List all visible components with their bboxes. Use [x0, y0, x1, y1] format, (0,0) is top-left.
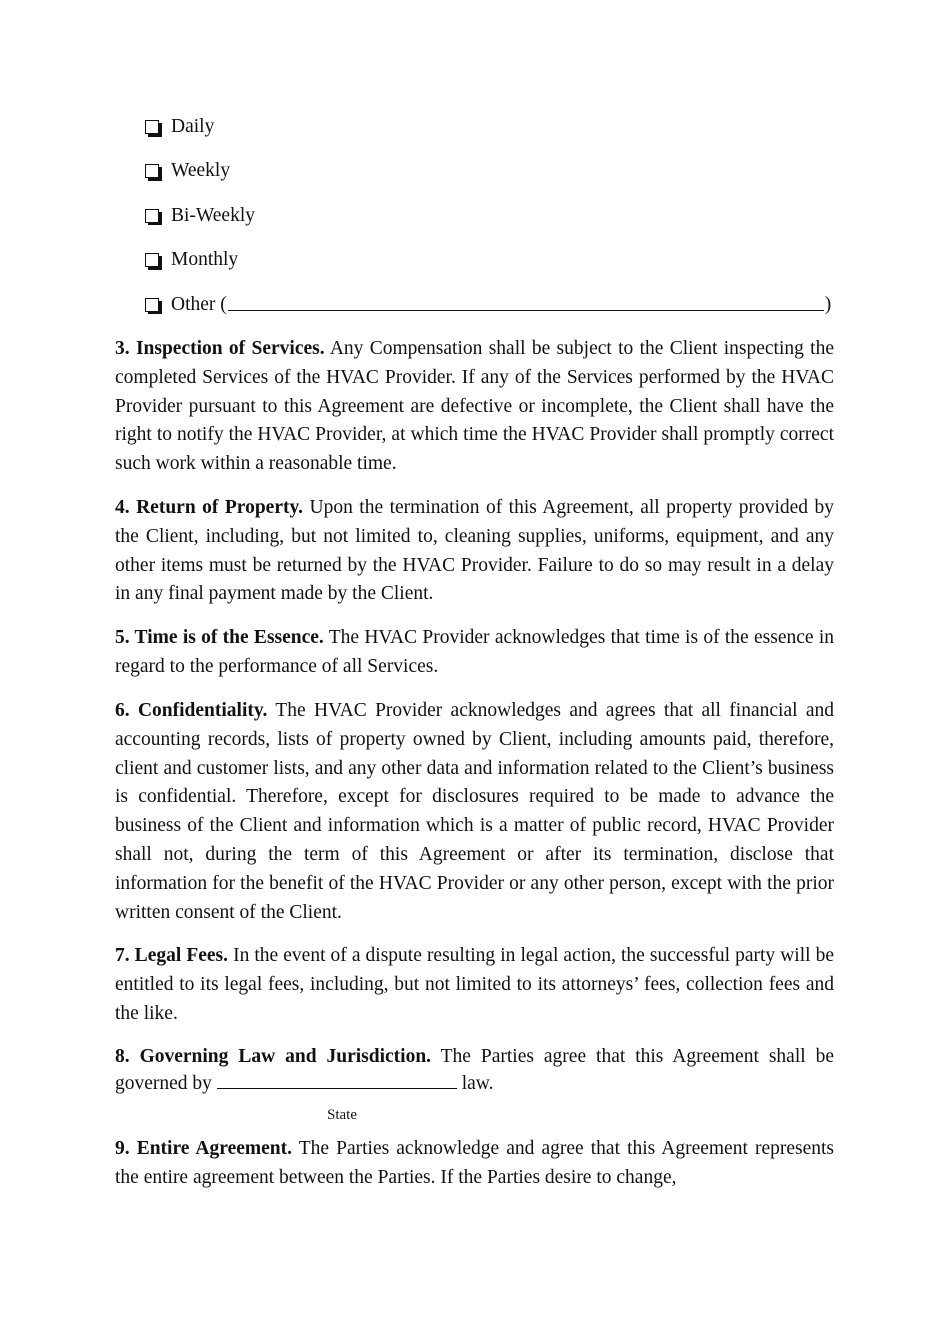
state-fill-in-line[interactable] — [217, 1070, 457, 1089]
section-text: In the event of a dispute resulting in legal action, the successful party will be entitled to its legal fees, including, but not limited to its attorneys’ fees, collection fees and the like. — [115, 945, 835, 1024]
checkbox-icon[interactable] — [145, 164, 161, 180]
section-heading: 9. Entire Agreement. — [115, 1138, 292, 1159]
section-heading: 7. Legal Fees. — [115, 945, 229, 966]
section-text: Upon the termination of this Agreement, all property provided by the Client, including, but not limited to, cleaning supplies, uniforms, equipment, and any other items must be returned by the HVAC Provider. Failure to do so may result in a delay in any final payment made by the Client. — [115, 497, 835, 605]
section-heading: 6. Confidentiality. — [115, 700, 268, 721]
option-label: Other ( — [171, 293, 227, 315]
section-heading: 5. Time is of the Essence. — [115, 627, 324, 648]
section-text: The HVAC Provider acknowledges that time is of the essence in regard to the performance of all Services. — [115, 627, 834, 677]
option-closing: ) — [824, 293, 832, 315]
section-legal-fees — [115, 942, 834, 1028]
option-label: Bi-Weekly — [171, 204, 255, 226]
option-weekly[interactable] — [145, 156, 831, 200]
section-heading: 3. Inspection of Services. — [115, 338, 325, 359]
section-text: The HVAC Provider acknowledges and agrees that all financial and accounting records, lists of property owned by Client, including amounts paid, therefore, client and customer lists, and any other data and information related to the Client’s business is confidential. Therefore, except for disclosures required to be made to advance the business of the Client and information which is a matter of public record, HVAC Provider shall not, during the term of this Agreement or after its termination, disclose that information for the benefit of the HVAC Provider or any other person, except with the prior written consent of the Client. — [115, 700, 834, 923]
other-fill-in-line[interactable] — [228, 290, 824, 311]
law-text: law. — [456, 1073, 494, 1094]
option-other[interactable] — [145, 290, 831, 334]
section-time-essence — [115, 624, 834, 682]
section-text: The Parties agree that this Agreement shall be — [431, 1046, 834, 1067]
checkbox-icon[interactable] — [145, 298, 161, 314]
section-confidentiality — [115, 697, 834, 927]
state-field-label: State — [327, 1107, 357, 1123]
checkbox-icon[interactable] — [145, 209, 161, 225]
section-return-of-property — [115, 494, 834, 609]
section-inspection — [115, 335, 834, 479]
option-monthly[interactable] — [145, 245, 831, 289]
option-label: Monthly — [171, 249, 239, 271]
checkbox-icon[interactable] — [145, 253, 161, 269]
governing-law-line-2 — [115, 1070, 834, 1097]
section-heading: 4. Return of Property. — [115, 497, 304, 518]
option-bi-weekly[interactable] — [145, 201, 831, 245]
section-text: Any Compensation shall be subject to the Client inspecting the completed Services of the HVAC Provider. If any of the Services performed by the HVAC Provider pursuant to this Agreement are defective or incomplete, the Client shall have the right to notify the HVAC Provider, at which time the HVAC Provider shall promptly correct such work within a reasonable time. — [115, 338, 834, 475]
section-text: The Parties acknowledge and agree that this Agreement represents the entire agreement between the Parties. If the Parties desire to change, — [115, 1138, 834, 1188]
option-daily[interactable] — [145, 112, 831, 156]
option-label: Weekly — [171, 160, 231, 182]
governed-by-text: governed by — [115, 1073, 217, 1094]
section-heading: 8. Governing Law and Jurisdiction. — [115, 1046, 432, 1067]
governing-law-line — [115, 1044, 834, 1070]
section-governing-law — [115, 1044, 834, 1123]
option-label: Daily — [171, 116, 215, 137]
frequency-checklist — [145, 112, 831, 334]
checkbox-icon[interactable] — [145, 120, 161, 136]
section-entire-agreement — [115, 1135, 834, 1193]
